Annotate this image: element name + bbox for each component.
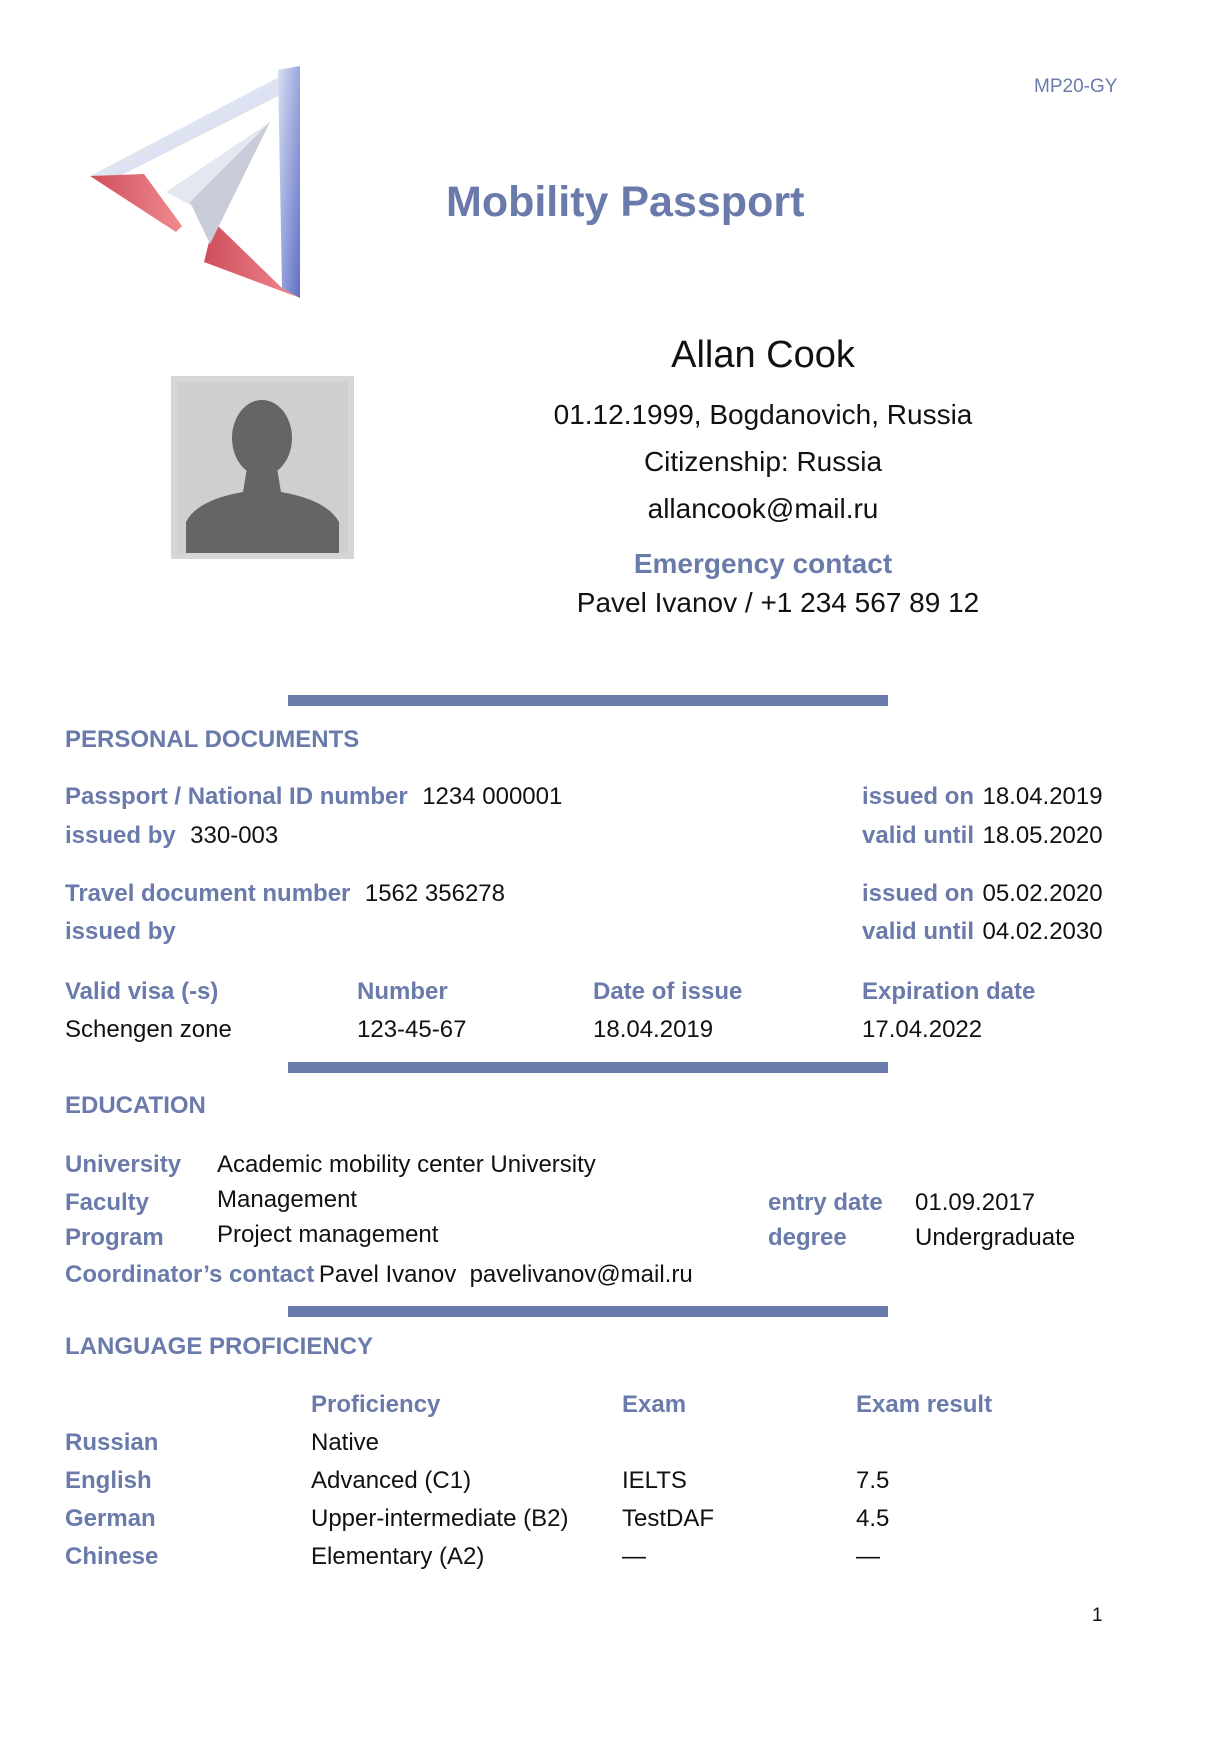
passport-number-label: Passport / National ID number (65, 783, 408, 810)
language-result: 4.5 (856, 1505, 890, 1532)
passport-number-value: 1234 000001 (422, 783, 563, 810)
entry-date-value: 01.09.2017 (915, 1189, 1036, 1216)
language-name: Russian (65, 1429, 159, 1456)
travel-issued-on-row (862, 880, 1103, 908)
language-header-proficiency: Proficiency (311, 1391, 441, 1418)
travel-number-label: Travel document number (65, 880, 351, 907)
visa-number-value: 123-45-67 (357, 1016, 467, 1043)
university-value: Academic mobility center University (217, 1151, 596, 1178)
paper-plane-triangle-logo (86, 62, 306, 300)
visa-header-number: Number (357, 978, 448, 1005)
degree-label: degree (768, 1224, 847, 1251)
visa-header-issue-date: Date of issue (593, 978, 743, 1005)
person-citizenship: Citizenship: Russia (643, 446, 883, 477)
document-code: MP20-GY (1034, 76, 1118, 97)
travel-valid-until-label: valid until (862, 918, 975, 945)
travel-issued-by-label: issued by (65, 918, 176, 945)
travel-valid-until-row (862, 918, 1103, 946)
language-proficiency: Advanced (C1) (311, 1467, 472, 1494)
passport-issued-by-row (65, 822, 278, 850)
visa-type-value: Schengen zone (65, 1016, 232, 1043)
page-number: 1 (1092, 1605, 1103, 1626)
section-heading-language-proficiency: LANGUAGE PROFICIENCY (65, 1333, 374, 1360)
page-title: Mobility Passport (446, 178, 805, 226)
travel-issued-by-row (65, 918, 176, 946)
faculty-value: Management (217, 1186, 358, 1213)
entry-date-label: entry date (768, 1189, 883, 1216)
degree-value: Undergraduate (915, 1224, 1076, 1251)
visa-header-expiration-date: Expiration date (862, 978, 1036, 1005)
travel-issued-on-value: 05.02.2020 (982, 880, 1103, 907)
travel-number-value: 1562 356278 (364, 880, 506, 907)
emergency-contact-value: Pavel Ivanov / +1 234 567 89 12 (576, 587, 980, 618)
faculty-label: Faculty (65, 1189, 150, 1216)
visa-issue-date-value: 18.04.2019 (593, 1016, 714, 1043)
language-proficiency: Upper-intermediate (B2) (311, 1505, 569, 1532)
language-header-exam-result: Exam result (856, 1391, 993, 1418)
program-value: Project management (217, 1221, 439, 1248)
section-divider (288, 1306, 888, 1317)
passport-valid-until-row (862, 822, 1103, 850)
passport-issued-by-value: 330-003 (190, 822, 279, 849)
person-silhouette-icon (177, 382, 348, 553)
language-name: Chinese (65, 1543, 159, 1570)
travel-number-row (65, 880, 505, 908)
section-heading-education: EDUCATION (65, 1092, 206, 1119)
coordinator-value: Pavel Ivanov pavelivanov@mail.ru (318, 1261, 693, 1288)
language-exam: IELTS (622, 1467, 687, 1494)
passport-number-row (65, 783, 562, 811)
passport-issued-on-value: 18.04.2019 (982, 783, 1103, 810)
language-result: — (856, 1543, 880, 1570)
language-name: German (65, 1505, 156, 1532)
program-label: Program (65, 1224, 164, 1251)
person-birth: 01.12.1999, Bogdanovich, Russia (553, 399, 973, 430)
language-result: 7.5 (856, 1467, 890, 1494)
university-label: University (65, 1151, 182, 1178)
travel-valid-until-value: 04.02.2030 (982, 918, 1103, 945)
language-proficiency: Native (311, 1429, 380, 1456)
passport-issued-on-row (862, 783, 1103, 811)
passport-issued-by-label: issued by (65, 822, 176, 849)
coordinator-row (65, 1261, 693, 1289)
passport-issued-on-label: issued on (862, 783, 975, 810)
passport-valid-until-value: 18.05.2020 (982, 822, 1103, 849)
avatar (171, 376, 354, 559)
visa-expiration-date-value: 17.04.2022 (862, 1016, 983, 1043)
person-name: Allan Cook (671, 334, 855, 376)
coordinator-label: Coordinator’s contact (65, 1261, 315, 1288)
visa-header-type: Valid visa (-s) (65, 978, 219, 1005)
language-exam: — (622, 1543, 646, 1570)
travel-issued-on-label: issued on (862, 880, 975, 907)
emergency-contact-label: Emergency contact (633, 548, 893, 579)
section-divider (288, 695, 888, 706)
section-heading-personal-documents: PERSONAL DOCUMENTS (65, 726, 360, 753)
language-header-exam: Exam (622, 1391, 687, 1418)
passport-valid-until-label: valid until (862, 822, 975, 849)
section-divider (288, 1062, 888, 1073)
language-exam: TestDAF (622, 1505, 715, 1532)
language-proficiency: Elementary (A2) (311, 1543, 485, 1570)
language-name: English (65, 1467, 152, 1494)
person-email: allancook@mail.ru (647, 493, 879, 524)
